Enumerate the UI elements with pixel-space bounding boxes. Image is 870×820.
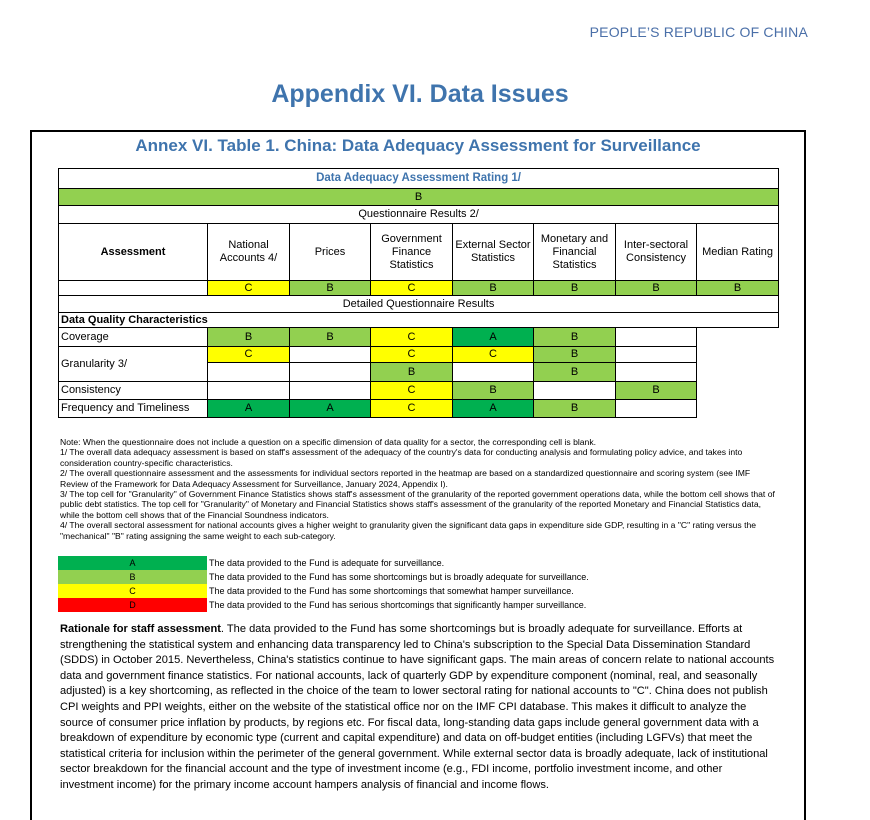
granularity-top-government-finance: C [371,347,453,363]
col-header-median-rating: Median Rating [697,224,779,281]
granularity-bottom-prices [290,363,371,382]
consistency-external-sector: B [453,382,534,400]
note-3: 3/ The top cell for "Granularity" of Government Finance Statistics shows staff's assessment of the granularity of the reported government operations data, while the bottom cell shows that of public debt statistics. The top cell for "Granularity" of Monetary and Financial Statistics shows staff's assessment of the granularity of the reported Monetary and Financial Statistics data, while the bottom cell shows that of the Financial Soundness indicators. [60,489,775,520]
note-1: 1/ The overall data adequacy assessment is based on staff's assessment of the adequacy of the country's data for conducting analysis and formulating policy advice, and takes into consideration country-specific characteristics. [60,447,743,468]
coverage-government-finance: C [371,328,453,347]
consistency-national-accounts [208,382,290,400]
rating-prices: B [290,281,371,296]
appendix-title: Appendix VI. Data Issues [271,80,569,108]
row-label-consistency: Consistency [59,382,208,400]
frequency-prices: A [290,400,371,418]
granularity-top-median-empty [697,347,779,363]
rating-monetary-financial: B [534,281,616,296]
legend-grade-a: A [58,556,207,570]
note-general: Note: When the questionnaire does not include a question on a specific dimension of data quality for a sector, the corresponding cell is blank. [60,437,597,447]
rating-external-sector: B [453,281,534,296]
frequency-monetary-financial: B [534,400,616,418]
consistency-government-finance: C [371,382,453,400]
granularity-bottom-inter-sectoral [616,363,697,382]
col-header-government-finance: Government Finance Statistics [371,224,453,281]
coverage-monetary-financial: B [534,328,616,347]
assessment-ratings-spacer [59,281,208,296]
rationale-heading: Rationale for staff assessment [60,623,221,635]
granularity-bottom-median-empty [697,363,779,382]
col-header-monetary-financial: Monetary and Financial Statistics [534,224,616,281]
consistency-monetary-financial [534,382,616,400]
coverage-prices: B [290,328,371,347]
overall-rating-cell: B [59,189,779,206]
granularity-bottom-external-sector [453,363,534,382]
col-header-inter-sectoral: Inter-sectoral Consistency [616,224,697,281]
granularity-top-national-accounts: C [208,347,290,363]
col-header-national-accounts: National Accounts 4/ [208,224,290,281]
legend-grade-d: D [58,598,207,612]
frequency-national-accounts: A [208,400,290,418]
rating-inter-sectoral: B [616,281,697,296]
rationale-paragraph [60,622,778,794]
legend-text-a: The data provided to the Fund is adequate for surveillance. [209,557,445,568]
note-4: 4/ The overall sectoral assessment for national accounts gives a higher weight to granularity given the significant data gaps in expenditure side GDP, resulting in a "C" rating versus the "mechanical" "B" rating assigning the same weight to each sub-category. [60,520,757,541]
overall-rating-title: Data Adequacy Assessment Rating 1/ [59,169,779,189]
granularity-bottom-government-finance: B [371,363,453,382]
rating-legend [58,556,778,612]
legend-text-d: The data provided to the Fund has serious shortcomings that significantly hamper surveillance. [209,599,587,610]
frequency-median-empty [697,400,779,418]
frequency-external-sector: A [453,400,534,418]
consistency-prices [290,382,371,400]
legend-text-b: The data provided to the Fund has some shortcomings but is broadly adequate for surveillance. [209,571,589,582]
coverage-national-accounts: B [208,328,290,347]
coverage-external-sector: A [453,328,534,347]
coverage-inter-sectoral [616,328,697,347]
consistency-inter-sectoral: B [616,382,697,400]
col-header-external-sector: External Sector Statistics [453,224,534,281]
row-label-frequency: Frequency and Timeliness [59,400,208,418]
frequency-inter-sectoral [616,400,697,418]
note-2: 2/ The overall questionnaire assessment and the assessments for individual sectors reported in the heatmap are based on a standardized questionnaire and scoring system (see IMF Review of the Framework for Data Adequacy Assessment for Surveillance, January 2024, Appendix I). [60,468,751,489]
legend-text-c: The data provided to the Fund has some shortcomings that somewhat hamper surveillance. [209,585,574,596]
row-label-granularity: Granularity 3/ [59,347,208,382]
frequency-government-finance: C [371,400,453,418]
legend-grade-b: B [58,570,207,584]
granularity-bottom-monetary-financial: B [534,363,616,382]
granularity-bottom-national-accounts [208,363,290,382]
col-header-prices: Prices [290,224,371,281]
consistency-median-empty [697,382,779,400]
questionnaire-results-title: Questionnaire Results 2/ [59,206,779,224]
rationale-text: . The data provided to the Fund has some shortcomings but is broadly adequate for surveillance. Efforts at strengthening the statistical system and enhancing data transparency led to China's subscription to the Special Data Dissemination Standard (SDDS) in October 2015. Nevertheless, China's statistics continue to have significant gaps. The main areas of concern relate to national accounts data and government finance statistics. For national accounts, lack of quarterly GDP by expenditure component (nominal, real, and seasonally adjusted) is a key shortcoming, as reflected in the choice of the team to lower sectoral rating for national accounts to "C". China does not publish CPI weights and PPI weights, either on the website of the statistical office nor on the IMF CPI database. This makes it difficult to analyze the source of consumer price inflation by products, by regions etc. For fiscal data, long-standing data gaps include general government data with a breakdown of expenditure by economic type (current and capital expenditure) and data on off-budget entities (including LGFVs) that meet the statistical criteria for inclusion within the perimeter of the general government. While external sector data is broadly adequate, lack of institutional sector breakdown for the financial account and the type of investment income (e.g., FDI income, portfolio investment income, and other investment income) for the primary income account hampers analysis of financial and income flows. [60,623,775,791]
rating-median: B [697,281,779,296]
assessment-table [58,168,779,418]
rating-national-accounts: C [208,281,290,296]
running-head: PEOPLE’S REPUBLIC OF CHINA [589,24,808,40]
granularity-top-monetary-financial: B [534,347,616,363]
granularity-top-prices [290,347,371,363]
granularity-top-external-sector: C [453,347,534,363]
assessment-label: Assessment [59,224,208,281]
rating-government-finance: C [371,281,453,296]
legend-grade-c: C [58,584,207,598]
granularity-top-inter-sectoral [616,347,697,363]
coverage-median-empty [697,328,779,347]
table-notes [60,437,778,541]
table-title: Annex VI. Table 1. China: Data Adequacy Assessment for Surveillance [135,136,701,155]
row-label-coverage: Coverage [59,328,208,347]
dq-characteristics-header: Data Quality Characteristics [59,313,779,328]
detailed-results-title: Detailed Questionnaire Results [59,296,779,313]
